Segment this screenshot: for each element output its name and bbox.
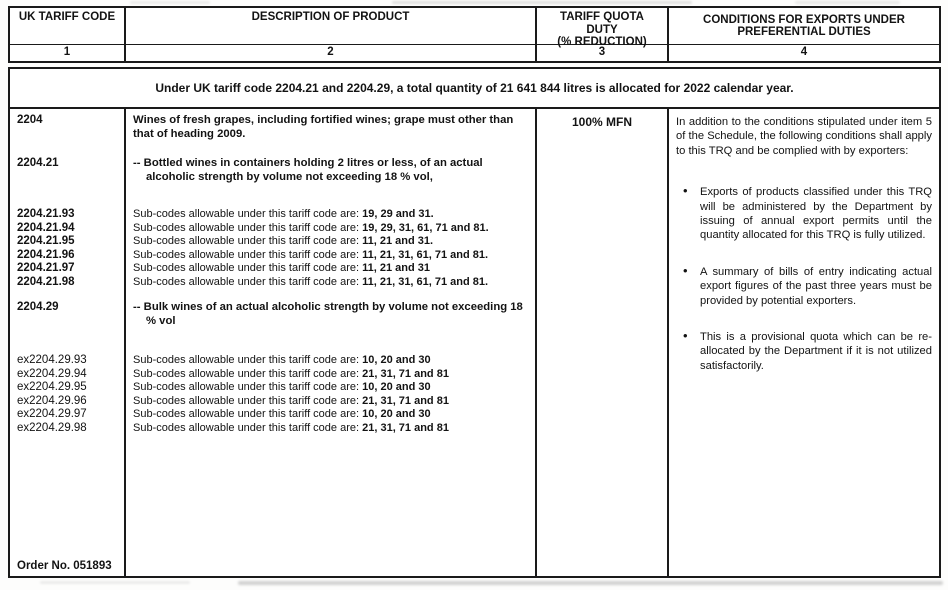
header-uk-tariff-code	[10, 8, 126, 45]
allowable-subcodes: Sub-codes allowable under this tariff code are: 11, 21, 31, 61, 71 and 81.	[133, 248, 489, 261]
column-title-line: CONDITIONS FOR EXPORTS UNDER	[703, 13, 905, 26]
tariff-code: 2204.21.97	[17, 262, 75, 274]
column-title: UK TARIFF CODE	[18, 11, 116, 23]
column-number-2: 2	[126, 45, 537, 61]
column-title-line: (% REDUCTION)	[557, 36, 647, 48]
column-title-line: TARIFF QUOTA	[560, 11, 644, 23]
codes-and-description-cell	[10, 109, 537, 576]
condition-bullet: • Exports of products classified under this TRQ will be administered by the Department by issuing of annual export permits until the quantity allocated for this TRQ is fully utilized.	[676, 185, 932, 243]
scan-artifact	[130, 1, 210, 4]
tariff-row-2204	[10, 109, 939, 576]
header-conditions-for-exports	[669, 8, 939, 45]
header-description-of-product	[126, 8, 537, 45]
column-number-3: 3	[537, 45, 669, 61]
tariff-code: 2204.21.95	[17, 235, 75, 247]
conditions-bullet-list	[676, 185, 932, 373]
condition-bullet: • This is a provisional quota which can be re-allocated by the Department if it is not utilized satisfactorily.	[676, 330, 932, 373]
allowable-subcodes: Sub-codes allowable under this tariff code are: 21, 31, 71 and 81	[133, 421, 449, 434]
allowable-subcodes: Sub-codes allowable under this tariff code are: 10, 20 and 30	[133, 408, 431, 420]
allowable-subcodes: Sub-codes allowable under this tariff code are: 21, 31, 71 and 81	[133, 394, 449, 407]
tariff-code: 2204	[17, 114, 43, 126]
tariff-code: 2204.21	[17, 157, 59, 169]
tariff-code: ex2204.29.95	[17, 381, 87, 393]
tariff-table	[8, 6, 941, 578]
allowable-subcodes: Sub-codes allowable under this tariff code are: 19, 29 and 31.	[133, 208, 434, 220]
allowable-subcodes: Sub-codes allowable under this tariff code are: 11, 21 and 31.	[133, 235, 434, 247]
conditions-intro: In addition to the conditions stipulated under item 5 of the Schedule, the following conditions shall apply to this TRQ and be complied with by exporters:	[676, 116, 932, 157]
tariff-code: 2204.21.93	[17, 208, 75, 220]
scan-artifact	[40, 581, 190, 584]
tariff-code: 2204.21.96	[17, 248, 75, 261]
allowable-subcodes: Sub-codes allowable under this tariff code are: 10, 20 and 30	[133, 354, 431, 366]
allowable-subcodes: Sub-codes allowable under this tariff code are: 19, 29, 31, 61, 71 and 81.	[133, 221, 489, 234]
column-title-line: DUTY	[586, 23, 618, 36]
table-header	[8, 6, 941, 63]
product-description: Wines of fresh grapes, including fortified wines; grape must other than that of heading 2009.	[133, 114, 514, 140]
scan-artifact	[392, 1, 692, 4]
table-body	[8, 67, 941, 578]
allowable-subcodes: Sub-codes allowable under this tariff code are: 11, 21 and 31	[133, 262, 430, 274]
condition-bullet: • A summary of bills of entry indicating actual export figures of the past three years must be provided by potential exporters.	[676, 265, 932, 308]
header-tariff-quota-duty	[537, 8, 669, 48]
tariff-code: 2204.21.98	[17, 275, 75, 288]
allowable-subcodes: Sub-codes allowable under this tariff code are: 10, 20 and 30	[133, 381, 431, 393]
column-title: DESCRIPTION OF PRODUCT	[251, 11, 410, 23]
tariff-code: ex2204.29.98	[17, 421, 87, 434]
tariff-code: ex2204.29.96	[17, 394, 87, 407]
tariff-code: ex2204.29.94	[17, 367, 87, 380]
duty-value: 100% MFN	[571, 115, 633, 129]
scan-artifact	[795, 1, 900, 4]
tariff-code: 2204.29	[17, 301, 59, 313]
product-description: -- Bulk wines of an actual alcoholic strength by volume not exceeding 18 % vol	[133, 301, 523, 327]
column-number-1: 1	[10, 45, 126, 61]
column-number-4: 4	[800, 46, 808, 58]
allowable-subcodes: Sub-codes allowable under this tariff code are: 11, 21, 31, 61, 71 and 81.	[133, 275, 489, 288]
allocation-note: Under UK tariff code 2204.21 and 2204.29, a total quantity of 21 641 844 litres is allocated for 2022 calendar year.	[10, 69, 939, 109]
allowable-subcodes: Sub-codes allowable under this tariff code are: 21, 31, 71 and 81	[133, 367, 449, 380]
product-description: -- Bottled wines in containers holding 2 litres or less, of an actual alcoholic strength by volume not exceeding 18 % vol,	[133, 157, 483, 183]
code-description-list	[10, 109, 535, 435]
column-title-line: PREFERENTIAL DUTIES	[737, 26, 871, 38]
tariff-code: ex2204.29.97	[17, 408, 87, 420]
tariff-code: 2204.21.94	[17, 221, 75, 234]
conditions-cell	[669, 109, 939, 576]
tariff-quota-duty-cell	[537, 109, 669, 576]
tariff-code: ex2204.29.93	[17, 354, 87, 366]
order-number: Order No. 051893	[17, 560, 112, 572]
column-divider	[124, 109, 126, 576]
scan-artifact	[238, 581, 943, 585]
